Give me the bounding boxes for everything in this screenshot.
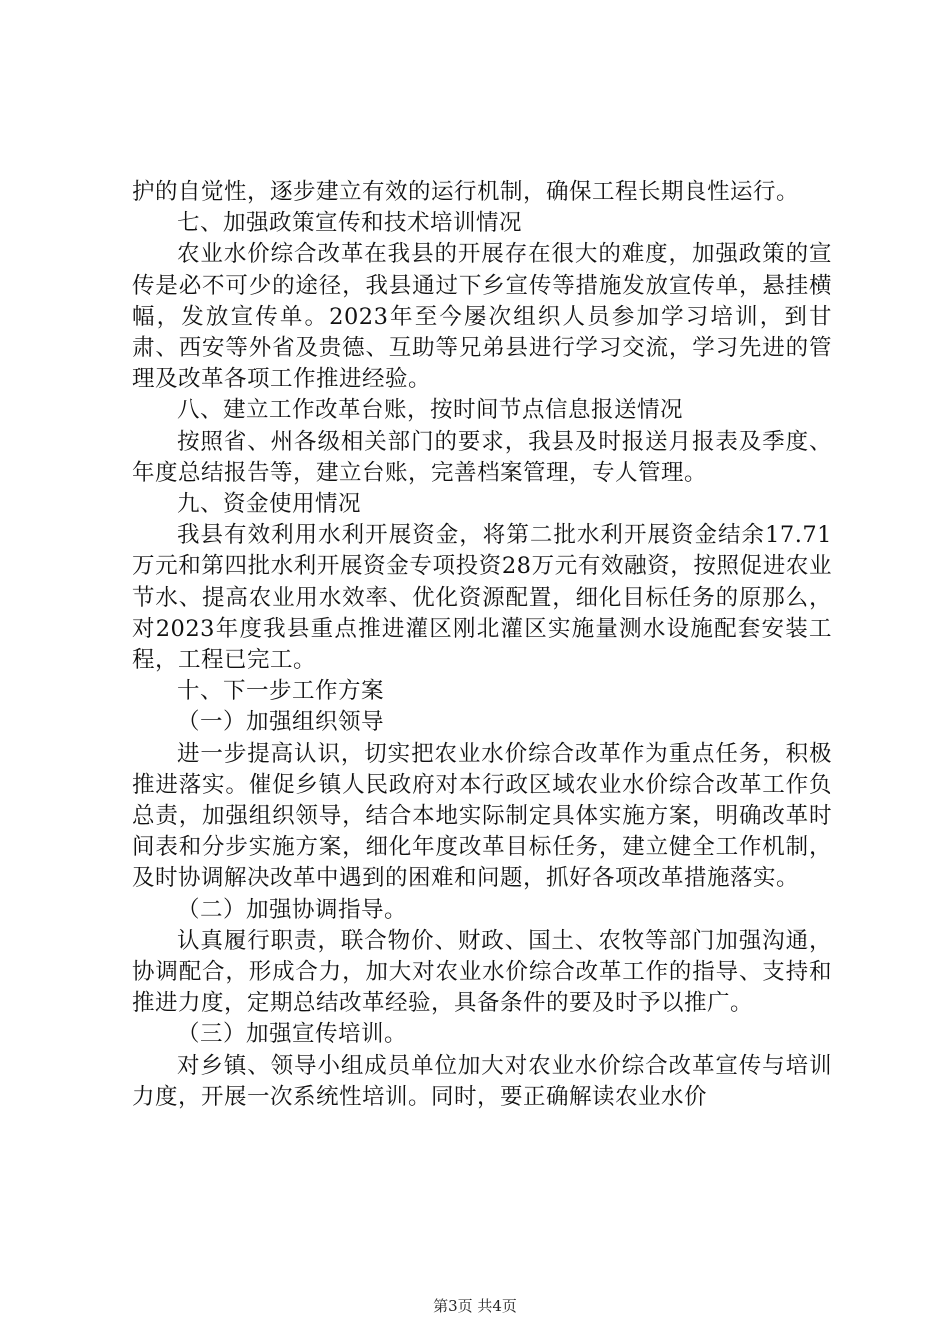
page-footer: 第3页 共4页 [433, 1297, 517, 1315]
section-heading-9: 九、资金使用情况 [177, 491, 362, 518]
paragraph-ledger: 按照省、州各级相关部门的要求，我县及时报送月报表及季度、年度总结报告等，建立台账，完善档案管理，专人管理。 [132, 428, 832, 486]
continuation-paragraph: 护的自觉性，逐步建立有效的运行机制，确保工程长期良性运行。 [132, 179, 800, 205]
section-heading-8: 八、建立工作改革台账，按时间节点信息报送情况 [177, 397, 684, 424]
paragraph-coordination: 认真履行职责，联合物价、财政、国土、农牧等部门加强沟通，协调配合，形成合力，加大对农业水价综合改革工作的指导、支持和推进力度，定期总结改革经验，具备条件的要及时予以推广。 [132, 927, 832, 1017]
document-body [132, 177, 832, 1113]
section-heading-10: 十、下一步工作方案 [177, 678, 385, 705]
section-heading-7: 七、加强政策宣传和技术培训情况 [177, 210, 523, 237]
paragraph-training: 对乡镇、领导小组成员单位加大对农业水价综合改革宣传与培训力度，开展一次系统性培训。同时，要正确解读农业水价 [132, 1052, 832, 1110]
paragraph-publicity: 农业水价综合改革在我县的开展存在很大的难度，加强政策的宣传是必不可少的途径，我县通过下乡宣传等措施发放宣传单，悬挂横幅，发放宣传单。2023年至今屡次组织人员参加学习培训，到甘肃、西安等外省及贵德、互助等兄弟县进行学习交流，学习先进的管理及改革各项工作推进经验。 [132, 241, 832, 393]
subheading-1: （一）加强组织领导 [177, 709, 385, 736]
subheading-2: （二）加强协调指导。 [177, 896, 408, 923]
paragraph-funds: 我县有效利用水利开展资金，将第二批水利开展资金结余17.71万元和第四批水利开展资金专项投资28万元有效融资，按照促进农业节水、提高农业用水效率、优化资源配置，细化目标任务的原那么，对2023年度我县重点推进灌区刚北灌区实施量测水设施配套安装工程，工程已完工。 [132, 522, 832, 674]
subheading-3: （三）加强宣传培训。 [177, 1021, 408, 1048]
paragraph-leadership: 进一步提高认识，切实把农业水价综合改革作为重点任务，积极推进落实。催促乡镇人民政府对本行政区域农业水价综合改革工作负总责，加强组织领导，结合本地实际制定具体实施方案，明确改革时间表和分步实施方案，细化年度改革目标任务，建立健全工作机制，及时协调解决改革中遇到的困难和问题，抓好各项改革措施落实。 [132, 740, 832, 892]
